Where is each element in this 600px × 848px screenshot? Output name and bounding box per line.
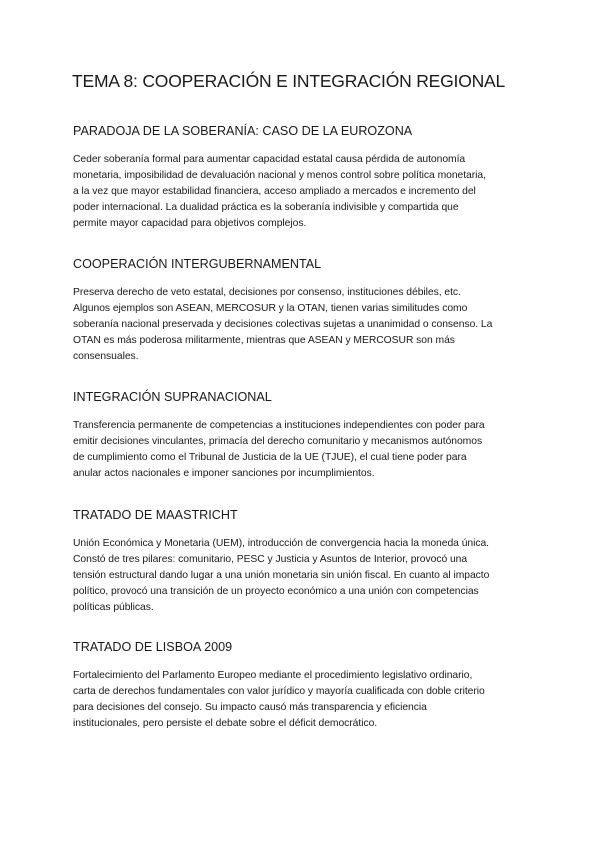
- paragraph-line: Algunos ejemplos son ASEAN, MERCOSUR y la OTAN, tienen varias similitudes como: [73, 303, 468, 314]
- page-title: TEMA 8: COOPERACIÓN E INTEGRACIÓN REGIONAL: [72, 71, 506, 91]
- paragraph-line: monetaria, imposibilidad de devaluación nacional y menos control sobre política monetaria,: [73, 170, 486, 181]
- paragraph-line: Preserva derecho de veto estatal, decisiones por consenso, instituciones débiles, etc.: [73, 287, 461, 298]
- paragraph-line: permite mayor capacidad para objetivos complejos.: [73, 218, 307, 229]
- paragraph-line: institucionales, pero persiste el debate sobre el déficit democrático.: [73, 718, 378, 729]
- section-body-lisboa: [73, 668, 533, 732]
- section-heading-paradoja: PARADOJA DE LA SOBERANÍA: CASO DE LA EUROZONA: [73, 124, 413, 138]
- paragraph-line: Fortalecimiento del Parlamento Europeo mediante el procedimiento legislativo ordinario,: [73, 670, 473, 681]
- paragraph-line: Constó de tres pilares: comunitario, PESC y Justicia y Asuntos de Interior, provocó una: [73, 554, 468, 565]
- section-body-maastricht: [73, 536, 533, 616]
- paragraph-line: soberanía nacional preservada y decisiones colectivas sujetas a unanimidad o consenso. La: [73, 319, 493, 330]
- paragraph-line: anular actos nacionales e imponer sanciones por incumplimientos.: [73, 468, 375, 479]
- paragraph-line: OTAN es más poderosa militarmente, mientras que ASEAN y MERCOSUR son más: [73, 335, 455, 346]
- paragraph-line: carta de derechos fundamentales con valor jurídico y mayoría cualificada con doble criterio: [73, 686, 485, 697]
- section-body-supranacional: [73, 418, 533, 482]
- paragraph-line: a la vez que mayor estabilidad financiera, acceso ampliado a mercados e incremento del: [73, 186, 476, 197]
- paragraph-line: político, provocó una transición de un proyecto económico a una unión con competencias: [73, 586, 479, 597]
- section-heading-maastricht: TRATADO DE MAASTRICHT: [73, 508, 238, 522]
- paragraph-line: emitir decisiones vinculantes, primacía del derecho comunitario y mecanismos autónomos: [73, 436, 483, 447]
- paragraph-line: de cumplimiento como el Tribunal de Justicia de la UE (TJUE), el cual tiene poder para: [73, 452, 467, 463]
- section-body-intergubernamental: [73, 285, 533, 365]
- paragraph-line: políticas públicas.: [73, 602, 154, 613]
- paragraph-line: poder internacional. La dualidad práctica es la soberanía indivisible y compartida que: [73, 202, 459, 213]
- section-heading-intergubernamental: COOPERACIÓN INTERGUBERNAMENTAL: [73, 257, 322, 271]
- paragraph-line: Unión Económica y Monetaria (UEM), introducción de convergencia hacia la moneda única.: [73, 538, 489, 549]
- paragraph-line: consensuales.: [73, 351, 139, 362]
- paragraph-line: Ceder soberanía formal para aumentar capacidad estatal causa pérdida de autonomía: [73, 154, 466, 165]
- paragraph-line: para decisiones del consejo. Su impacto causó más transparencia y eficiencia: [73, 702, 427, 713]
- section-body-paradoja: [73, 152, 533, 232]
- paragraph-line: Transferencia permanente de competencias a instituciones independientes con poder para: [73, 420, 485, 431]
- paragraph-line: tensión estructural dando lugar a una unión monetaria sin unión fiscal. En cuanto al impacto: [73, 570, 490, 581]
- section-heading-lisboa: TRATADO DE LISBOA 2009: [73, 640, 233, 654]
- section-heading-supranacional: INTEGRACIÓN SUPRANACIONAL: [73, 390, 272, 404]
